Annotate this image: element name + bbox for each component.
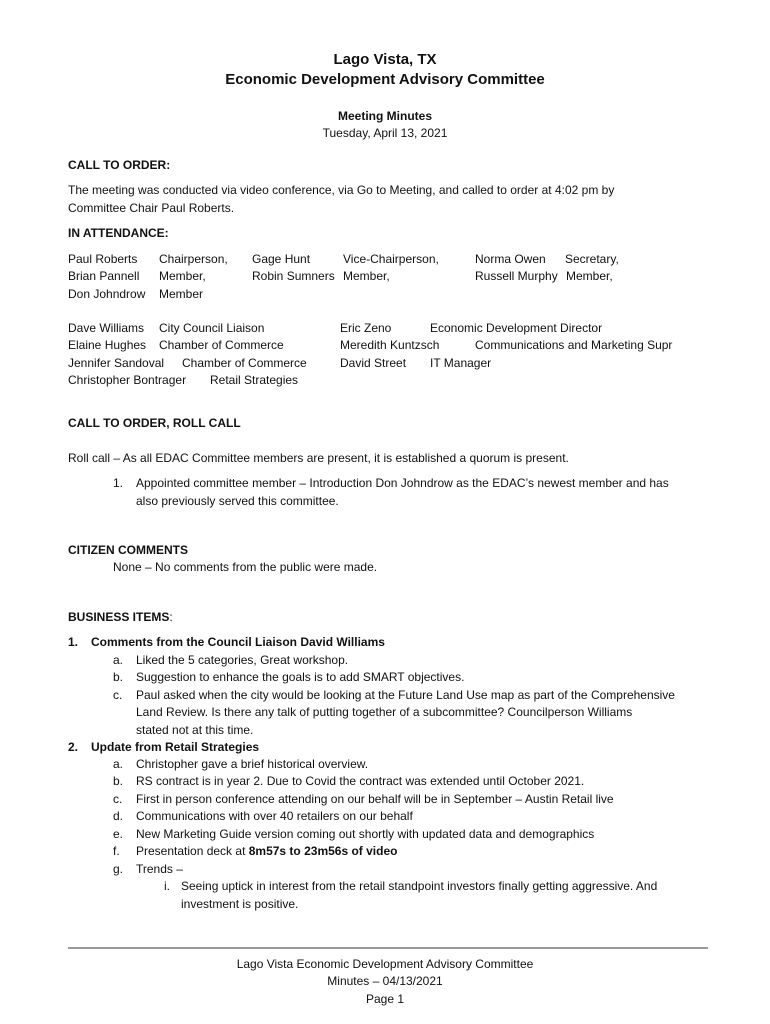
sub-item-letter: a. — [113, 653, 124, 667]
footer-divider — [68, 947, 708, 949]
doc-title-committee: Economic Development Advisory Committee — [225, 71, 545, 88]
roll-call-item-line1: Appointed committee member – Introduction Don Johndrow as the EDAC’s newest member and has — [136, 476, 669, 490]
trend-item-line2: investment is positive. — [181, 897, 299, 911]
guest-role: IT Manager — [430, 356, 492, 370]
member-role: Member, — [343, 269, 390, 283]
member-role: Chairperson, — [159, 252, 228, 266]
call-to-order-text-line1: The meeting was conducted via video conference, via Go to Meeting, and called to order at 4:02 pm by — [68, 183, 615, 197]
roll-call-item-number: 1. — [113, 476, 124, 490]
sub-item-letter: b. — [113, 774, 124, 788]
footer-minutes-date: Minutes – 04/13/2021 — [327, 974, 443, 988]
guest-role: Communications and Marketing Supr — [475, 338, 673, 352]
member-role: Member, — [566, 269, 613, 283]
sub-item-text-line3: stated not at this time. — [136, 723, 254, 737]
member-name: Don Johndrow — [68, 287, 146, 301]
sub-item-text: Communications with over 40 retailers on our behalf — [136, 809, 413, 823]
member-name: Paul Roberts — [68, 252, 138, 266]
sub-item-text-line1: Paul asked when the city would be looking at the Future Land Use map as part of the Comprehensive — [136, 688, 675, 702]
business-item-number: 1. — [68, 635, 79, 649]
guest-name: Christopher Bontrager — [68, 373, 187, 387]
guest-name: David Street — [340, 356, 407, 370]
roll-call-item-line2: also previously served this committee. — [136, 494, 339, 508]
sub-item-letter: g. — [113, 862, 124, 876]
footer-committee: Lago Vista Economic Development Advisory Committee — [236, 957, 534, 971]
business-items-heading-colon: : — [169, 610, 173, 624]
sub-item-text: RS contract is in year 2. Due to Covid the contract was extended until October 2021. — [136, 774, 585, 788]
member-name: Brian Pannell — [68, 269, 140, 283]
sub-item-text-plain: Presentation deck at — [136, 844, 249, 858]
doc-type: Meeting Minutes — [337, 109, 432, 123]
sub-item-text: New Marketing Guide version coming out shortly with updated data and demographics — [136, 827, 595, 841]
sub-item-text: Suggestion to enhance the goals is to add SMART objectives. — [136, 670, 465, 684]
guest-role: Chamber of Commerce — [159, 338, 284, 352]
guest-role: Chamber of Commerce — [182, 356, 307, 370]
sub-item-letter: c. — [113, 688, 123, 702]
meeting-date: Tuesday, April 13, 2021 — [322, 126, 448, 140]
sub-item-letter: b. — [113, 670, 124, 684]
member-role: Vice-Chairperson, — [343, 252, 439, 266]
sub-item-text: First in person conference attending on our behalf will be in September – Austin Retail live — [136, 792, 614, 806]
guest-name: Meredith Kuntzsch — [340, 338, 440, 352]
sub-item-text: Christopher gave a brief historical overview. — [136, 757, 369, 771]
call-to-order-text-line2: Committee Chair Paul Roberts. — [68, 201, 235, 215]
citizen-comments-heading: CITIZEN COMMENTS — [68, 543, 188, 557]
call-to-order-heading: CALL TO ORDER: — [68, 158, 171, 172]
member-name: Gage Hunt — [252, 252, 311, 266]
guest-name: Jennifer Sandoval — [68, 356, 165, 370]
member-role: Secretary, — [565, 252, 619, 266]
sub-item-text: Liked the 5 categories, Great workshop. — [136, 653, 349, 667]
attendance-heading: IN ATTENDANCE: — [68, 226, 169, 240]
guest-role: Retail Strategies — [210, 373, 299, 387]
sub-item-letter: a. — [113, 757, 124, 771]
sub-item-text — [136, 843, 397, 860]
sub-item-letter: f. — [113, 844, 120, 858]
sub-item-text-line2: Land Review. Is there any talk of putting together of a subcommittee? Councilperson Williams — [136, 705, 633, 719]
sub-item-letter: c. — [113, 792, 123, 806]
guest-role: Economic Development Director — [430, 321, 603, 335]
member-role: Member, — [159, 269, 206, 283]
trend-item-line1: Seeing uptick in interest from the retail standpoint investors finally getting aggressive. And — [181, 879, 658, 893]
sub-item-text: Trends – — [136, 862, 183, 876]
trend-item-number: i. — [164, 879, 170, 893]
business-item-title: Update from Retail Strategies — [91, 740, 260, 754]
member-name: Robin Sumners — [252, 269, 335, 283]
doc-title-city: Lago Vista, TX — [333, 51, 437, 68]
guest-name: Eric Zeno — [340, 321, 392, 335]
guest-role: City Council Liaison — [159, 321, 265, 335]
sub-item-letter: d. — [113, 809, 124, 823]
guest-name: Elaine Hughes — [68, 338, 147, 352]
roll-call-text: Roll call – As all EDAC Committee members are present, it is established a quorum is present. — [68, 451, 569, 465]
business-items-heading — [68, 609, 173, 626]
footer-page-number: Page 1 — [365, 992, 405, 1006]
business-item-number: 2. — [68, 740, 79, 754]
business-item-title: Comments from the Council Liaison David Williams — [91, 635, 385, 649]
member-role: Member — [159, 287, 204, 301]
guest-name: Dave Williams — [68, 321, 145, 335]
member-name: Russell Murphy — [475, 269, 558, 283]
sub-item-letter: e. — [113, 827, 124, 841]
citizen-comments-text: None – No comments from the public were made. — [113, 560, 378, 574]
member-name: Norma Owen — [475, 252, 546, 266]
business-items-heading-text: BUSINESS ITEMS — [68, 610, 170, 624]
video-timestamp: 8m57s to 23m56s of video — [248, 844, 398, 858]
roll-call-heading: CALL TO ORDER, ROLL CALL — [68, 416, 241, 430]
